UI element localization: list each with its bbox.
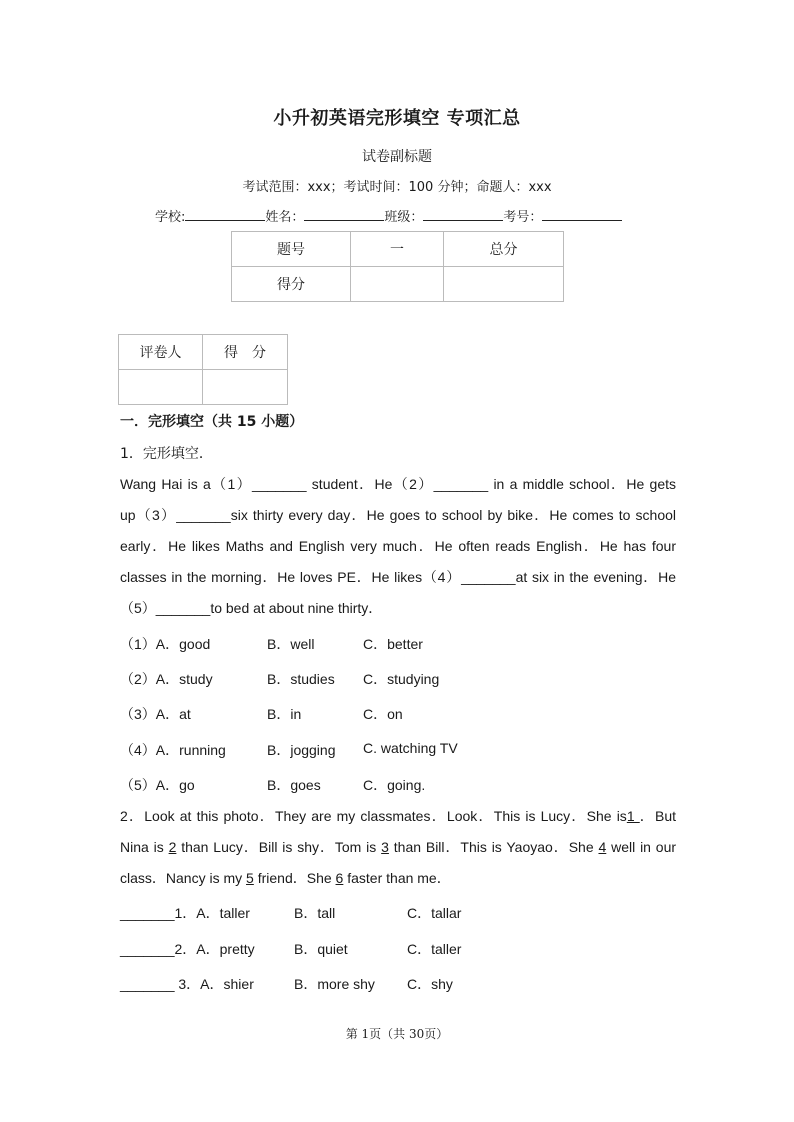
q2-blank-1[interactable]: 1 bbox=[626, 808, 640, 824]
score-table bbox=[231, 231, 564, 302]
score-cell[interactable] bbox=[444, 267, 564, 302]
q2-blank-2[interactable]: 2 bbox=[168, 839, 177, 855]
grader-cell[interactable] bbox=[203, 370, 288, 405]
blank-1[interactable]: _______ bbox=[252, 476, 307, 492]
score-table-row bbox=[232, 267, 564, 302]
blank-4[interactable]: _______ bbox=[461, 569, 516, 585]
option-a[interactable]: （3）A．at bbox=[120, 706, 191, 722]
blank-2[interactable]: _______ bbox=[433, 476, 489, 492]
question-1-passage bbox=[120, 469, 676, 624]
q2-blank-5[interactable]: 5 bbox=[246, 870, 254, 886]
option-c[interactable]: C．on bbox=[363, 706, 403, 722]
option-a[interactable]: （1）A．good bbox=[120, 636, 211, 652]
option-b[interactable]: B．more shy bbox=[294, 976, 375, 992]
score-cell: 得分 bbox=[232, 267, 351, 302]
student-info bbox=[155, 206, 622, 225]
school-blank[interactable] bbox=[185, 206, 265, 221]
option-c[interactable]: C. watching TV bbox=[363, 740, 458, 756]
passage-line: 2．Look at this photo．They are my classmates．Look．This is Lucy．She is1 ．But bbox=[120, 808, 676, 824]
q2-blank-6[interactable]: 6 bbox=[335, 870, 344, 886]
school-label: 学校: bbox=[155, 210, 186, 225]
option-c[interactable]: C．tallar bbox=[407, 905, 462, 921]
grader-cell: 评卷人 bbox=[119, 335, 203, 370]
option-a[interactable]: （2）A．study bbox=[120, 671, 213, 687]
option-a[interactable]: （5）A．go bbox=[120, 777, 195, 793]
option-b[interactable]: B．well bbox=[267, 636, 315, 652]
q2-blank-4[interactable]: 4 bbox=[598, 839, 607, 855]
question-2-passage bbox=[120, 801, 676, 894]
score-table-row bbox=[232, 232, 564, 267]
passage-line: classes in the morning．He loves PE．He likes（4）_______at six in the evening．He bbox=[120, 569, 676, 585]
name-label: 姓名： bbox=[265, 210, 305, 225]
option-c[interactable]: C．shy bbox=[407, 976, 453, 992]
option-b[interactable]: B．in bbox=[267, 706, 302, 722]
option-b[interactable]: B．jogging bbox=[267, 742, 336, 758]
grader-cell: 得 分 bbox=[203, 335, 288, 370]
score-cell: 题号 bbox=[232, 232, 351, 267]
grader-table-row bbox=[119, 335, 288, 370]
exam-info: 考试范围：xxx；考试时间：100 分钟；命题人：xxx bbox=[242, 180, 552, 195]
option-a[interactable]: _______ 3．A．shier bbox=[120, 976, 254, 992]
passage-line: early．He likes Maths and English very much．He often reads English．He has four bbox=[120, 538, 676, 554]
blank-5[interactable]: _______ bbox=[155, 600, 211, 616]
passage-line: Wang Hai is a（1）_______ student．He（2）_______ in a middle school．He gets bbox=[120, 476, 677, 492]
blank-3[interactable]: _______ bbox=[176, 507, 231, 523]
score-cell[interactable] bbox=[351, 267, 444, 302]
grader-cell[interactable] bbox=[119, 370, 203, 405]
score-cell: 一 bbox=[351, 232, 444, 267]
option-c[interactable]: C．going. bbox=[363, 777, 426, 793]
option-b[interactable]: B．studies bbox=[267, 671, 335, 687]
page-footer: 第 1页（共 30页） bbox=[345, 1027, 449, 1041]
option-b[interactable]: B．goes bbox=[267, 777, 321, 793]
number-label: 考号： bbox=[503, 210, 543, 225]
passage-line: Nina is 2 than Lucy．Bill is shy．Tom is 3 than Bill．This is Yaoyao．She 4 well in our bbox=[120, 839, 677, 855]
option-b[interactable]: B．tall bbox=[294, 905, 336, 921]
passage-line: up（3）_______six thirty every day．He goes to school by bike．He comes to school bbox=[120, 507, 676, 523]
class-label: 班级： bbox=[384, 210, 424, 225]
number-blank[interactable] bbox=[542, 206, 622, 221]
class-blank[interactable] bbox=[423, 206, 503, 221]
page-title: 小升初英语完形填空 专项汇总 bbox=[273, 108, 521, 129]
grader-table bbox=[118, 334, 288, 405]
option-c[interactable]: C．studying bbox=[363, 671, 440, 687]
option-a[interactable]: _______1．A．taller bbox=[120, 905, 250, 921]
grader-table-row bbox=[119, 370, 288, 405]
q2-blank-3[interactable]: 3 bbox=[381, 839, 389, 855]
section-heading: 一．完形填空（共 15 小题） bbox=[120, 414, 304, 430]
option-a[interactable]: _______2．A．pretty bbox=[120, 941, 255, 957]
name-blank[interactable] bbox=[304, 206, 384, 221]
option-a[interactable]: （4）A．running bbox=[120, 742, 226, 758]
question-1-heading: 1．完形填空． bbox=[120, 446, 213, 462]
option-c[interactable]: C．better bbox=[363, 636, 423, 652]
passage-line: （5）_______to bed at about nine thirty． bbox=[120, 600, 383, 616]
option-b[interactable]: B．quiet bbox=[294, 941, 348, 957]
score-cell: 总分 bbox=[444, 232, 564, 267]
option-c[interactable]: C．taller bbox=[407, 941, 462, 957]
page-subtitle: 试卷副标题 bbox=[362, 149, 432, 165]
passage-line: class．Nancy is my 5 friend．She 6 faster than me． bbox=[120, 870, 451, 886]
